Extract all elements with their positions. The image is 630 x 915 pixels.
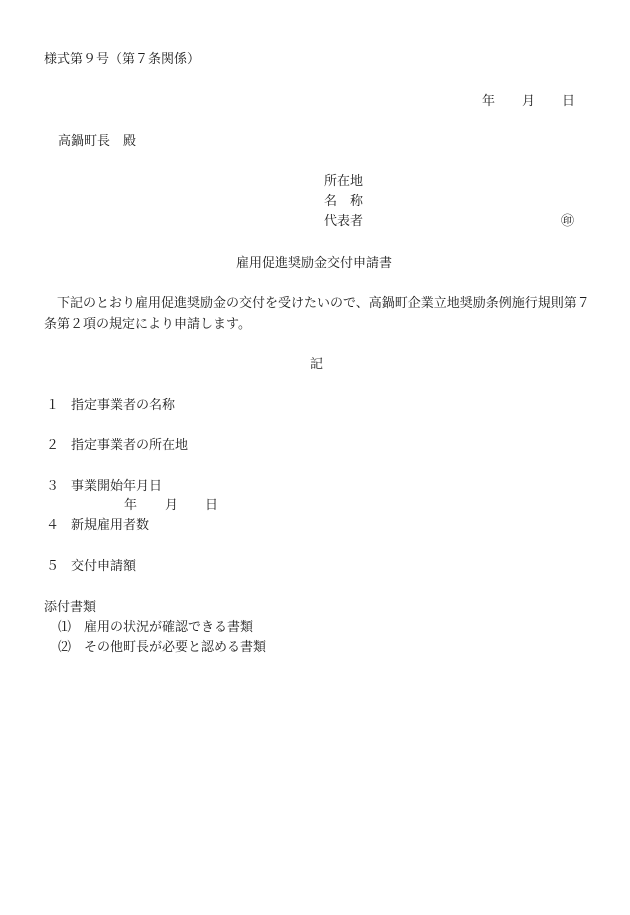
document-title: 雇用促進奨励金交付申請書 (236, 256, 393, 271)
item-label: 指定事業者の所在地 (71, 438, 189, 453)
addressee: 高鍋町長 殿 (58, 134, 137, 149)
form-number: 様式第９号（第７条関係） (44, 52, 201, 67)
item-label: 指定事業者の名称 (71, 398, 176, 413)
item-label: 交付申請額 (71, 559, 137, 574)
attachment-label: 雇用の状況が確認できる書類 (84, 620, 254, 635)
item-number: ５ (46, 559, 60, 574)
seal-icon: ㊞ (561, 214, 575, 229)
ki-marker: 記 (310, 357, 324, 372)
item-label: 新規雇用者数 (71, 518, 150, 533)
start-date-month: 月 (165, 498, 179, 513)
attachment-label: その他町長が必要と認める書類 (84, 640, 267, 655)
item-label: 事業開始年月日 (71, 479, 163, 494)
name-label: 名 称 (324, 194, 364, 209)
attachment-number: ⑵ (58, 640, 72, 655)
address-label: 所在地 (324, 174, 364, 189)
date-day: 日 (562, 94, 576, 109)
item-number: ４ (46, 518, 60, 533)
date-year: 年 (482, 94, 496, 109)
start-date-day: 日 (205, 498, 219, 513)
date-month: 月 (522, 94, 536, 109)
body-text: 下記のとおり雇用促進奨励金の交付を受けたいので、高鍋町企業立地奨励条例施行規則第７条第２項の規定により申請します。 (44, 296, 590, 332)
item-number: ３ (46, 479, 60, 494)
item-number: １ (46, 398, 60, 413)
attachment-number: ⑴ (58, 620, 72, 635)
item-number: ２ (46, 438, 60, 453)
representative-label: 代表者 (324, 214, 364, 229)
attachments-title: 添付書類 (44, 600, 97, 615)
start-date-year: 年 (124, 498, 138, 513)
